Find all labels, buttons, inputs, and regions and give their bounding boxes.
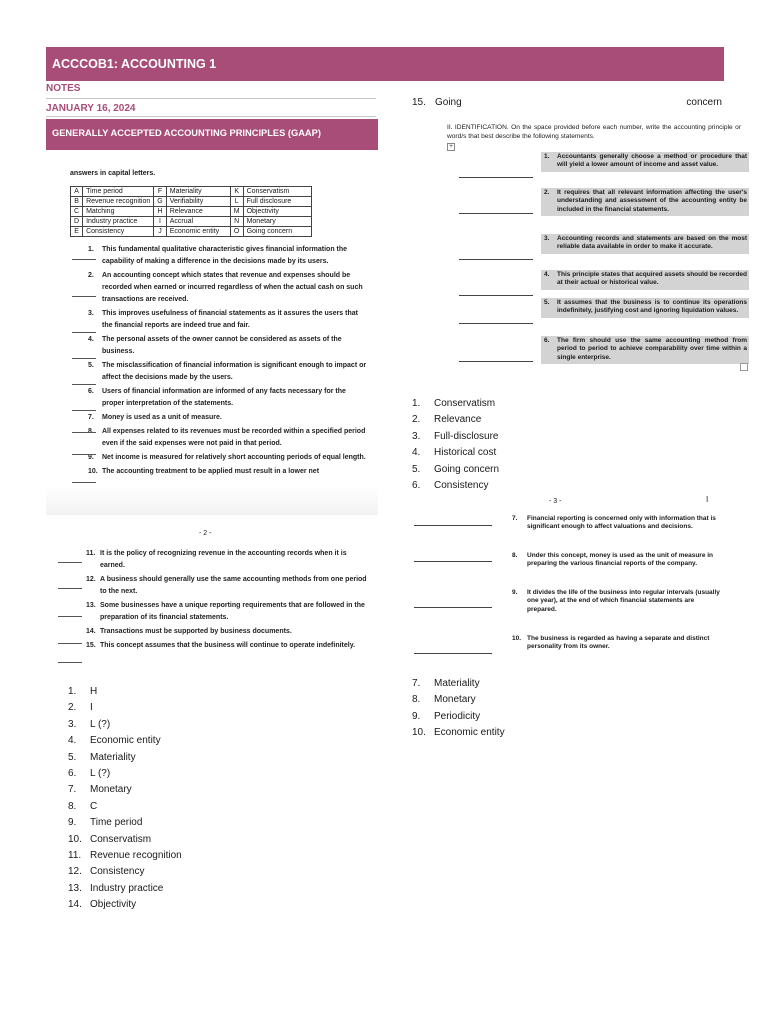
question-item (88, 386, 368, 410)
identification-scan (447, 118, 747, 373)
legend-term: Conservatism (243, 187, 311, 197)
legend-term: Going concern (243, 227, 311, 237)
legend-term: Accrual (166, 217, 230, 227)
legend-key: F (154, 187, 166, 197)
answer-item (412, 709, 505, 725)
question-item (86, 600, 368, 624)
identification-item (459, 188, 747, 218)
question-item (88, 452, 368, 464)
question-text: Users of financial information are informed of any facts necessary for the proper interpretation of the statements. (102, 388, 346, 407)
worksheet-scan-page-2 (46, 545, 378, 680)
legend-key: C (71, 207, 83, 217)
answer-number: 4. (68, 735, 77, 747)
answer-text: Industry practice (90, 882, 164, 894)
answer-list (412, 396, 499, 494)
answer-text: H (90, 686, 98, 697)
legend-key: D (71, 217, 83, 227)
legend-term: Industry practice (83, 217, 154, 227)
answer-text: I (90, 702, 93, 714)
identification-item (459, 152, 747, 182)
worksheet-instruction: answers in capital letters. (70, 170, 156, 177)
identification-number: 1. (544, 153, 550, 160)
section-heading-text: GENERALLY ACCEPTED ACCOUNTING PRINCIPLES (GAAP) (52, 128, 321, 138)
course-title: ACCCOB1: ACCOUNTING 1 (52, 57, 217, 71)
answer-text: L (?) (90, 768, 111, 780)
identification-number: 10. (512, 635, 522, 642)
question-number: 8. (88, 428, 94, 435)
identification-statement (541, 234, 749, 254)
answer-item (412, 676, 505, 692)
identification-statement (512, 552, 724, 569)
answer-number: 4. (412, 447, 421, 459)
question-list (88, 244, 368, 480)
answer-number: 1. (412, 398, 421, 409)
answer-item (412, 462, 499, 478)
answer-number: 5. (68, 751, 77, 763)
identification-text: Accountants generally choose a method or procedure that will yield a lower amount of income and asset value. (557, 153, 747, 169)
question-item (86, 574, 368, 598)
answer-item (68, 832, 182, 848)
answer-item (68, 700, 182, 716)
answer-text: Materiality (434, 678, 480, 689)
notes-label: NOTES (46, 83, 81, 94)
answer-text: Time period (90, 817, 143, 829)
identification-number: 7. (512, 515, 518, 522)
question-text: The misclassification of financial information is significant enough to impact or affect the decisions made by the users. (102, 362, 367, 381)
answer-number: 6. (412, 480, 421, 492)
identification-number: 9. (512, 589, 518, 596)
answer-blank (459, 177, 533, 178)
answer-number: 2. (68, 702, 77, 714)
question-number: 13. (86, 602, 96, 609)
answer-number: 8. (412, 694, 421, 706)
question-item (88, 360, 368, 384)
question-item (88, 426, 368, 450)
answer-number: 6. (68, 768, 77, 780)
identification-number: 4. (544, 271, 550, 278)
answer-item (68, 782, 182, 798)
identification-text: Accounting records and statements are based on the most reliable data available in order to make it accurate. (557, 235, 747, 251)
answer-item (412, 692, 505, 708)
question-text: It is the policy of recognizing revenue in the accounting records when it is earned. (100, 550, 347, 569)
answer-number: 11. (68, 850, 82, 862)
question-text: All expenses related to its revenues must be recorded within a specified period even if the said expenses were not paid in that period. (102, 428, 366, 447)
legend-key: O (230, 227, 243, 237)
question-text: This improves usefulness of financial statements as it assures the users that the financial reports are indeed true and fair. (102, 310, 358, 329)
question-item (88, 244, 368, 268)
question-text: Transactions must be supported by business documents. (100, 628, 292, 635)
question-item (88, 334, 368, 358)
answer-blank (72, 482, 96, 483)
question-number: 6. (88, 388, 94, 395)
answer-item (412, 412, 499, 428)
question-text: This fundamental qualitative characteristic gives financial information the capability of making a difference in the decisions made by its users. (102, 246, 348, 265)
legend-row (71, 207, 312, 217)
question-text: This concept assumes that the business will continue to operate indefinitely. (100, 642, 356, 649)
identification-statement (512, 515, 724, 532)
answer-number: 12. (68, 866, 82, 878)
text-cursor-icon: I (706, 495, 709, 504)
answer-item (68, 684, 182, 700)
question-number: 4. (88, 336, 94, 343)
identification-text: The business is regarded as having a separate and distinct personality from its owner. (527, 635, 710, 651)
legend-key: E (71, 227, 83, 237)
answer-number: 14. (68, 899, 82, 911)
section-heading (46, 119, 378, 150)
page-number: - 2 - (199, 530, 212, 537)
answer-text: Objectivity (90, 899, 137, 911)
identification-number: 3. (544, 235, 550, 242)
answer-blank (72, 332, 96, 333)
answer-text: Relevance (434, 414, 482, 426)
answer-number: 2. (412, 414, 421, 426)
legend-key: L (230, 197, 243, 207)
resize-handle-icon[interactable] (740, 363, 748, 371)
answer-number: 9. (68, 817, 77, 829)
legend-key: I (154, 217, 166, 227)
question-text: Some businesses have a unique reporting requirements that are followed in the preparation of its financial statements. (100, 602, 365, 621)
legend-key: A (71, 187, 83, 197)
answer-text: Full-disclosure (434, 430, 499, 442)
answer-item (68, 848, 182, 864)
identification-statement (512, 635, 724, 652)
question-number: 12. (86, 576, 96, 583)
answer-text: Consistency (90, 866, 145, 878)
question-item (88, 412, 368, 424)
answer-blank (414, 561, 492, 562)
legend-term: Materiality (166, 187, 230, 197)
answer-text: Conservatism (90, 833, 152, 845)
divider (46, 98, 376, 99)
identification-statement (512, 589, 724, 614)
question-text: A business should generally use the same accounting methods from one period to the next. (100, 576, 367, 595)
answer-text: Monetary (90, 784, 132, 796)
question-number: 1. (88, 246, 94, 253)
answer-list (68, 684, 182, 914)
identification-text: The firm should use the same accounting method from period to period to achieve comparability over time within a single enterprise. (557, 337, 747, 361)
identification-text: It requires that all relevant information affecting the user's understanding and assessment of the accounting entity be included in the financial statements. (557, 189, 747, 213)
answer-text: Economic entity (434, 727, 505, 739)
question-item (86, 640, 368, 652)
worksheet-scan-page-1 (46, 160, 378, 515)
answer-blank (459, 295, 533, 296)
answer-text: Revenue recognition (90, 850, 182, 862)
question-item (86, 626, 368, 638)
answer-text: Going concern (434, 463, 500, 475)
answer-number: 9. (412, 710, 421, 722)
identification-text: Financial reporting is concerned only with information that is significant enough to affect valuations and decisions. (527, 515, 716, 531)
answer-number: 3. (68, 718, 77, 730)
answer-number: 13. (68, 882, 82, 894)
identification-statement (541, 336, 749, 364)
question-item (88, 466, 368, 478)
answer-number: 8. (68, 800, 77, 812)
answer-item (68, 717, 182, 733)
legend-row (71, 217, 312, 227)
answer-word: concern (686, 97, 722, 108)
answer-number: 3. (412, 430, 421, 442)
answer-text: Consistency (434, 480, 489, 492)
answer-blank (58, 616, 82, 617)
answer-item (68, 799, 182, 815)
answer-blank (72, 432, 96, 433)
legend-row (71, 187, 312, 197)
answer-text: Materiality (90, 751, 136, 763)
legend-key: K (230, 187, 243, 197)
legend-term: Verifiability (166, 197, 230, 207)
legend-table (70, 186, 312, 237)
answer-blank (58, 643, 82, 644)
answer-text: Conservatism (434, 398, 496, 409)
worksheet-scan-page-3 (412, 495, 724, 670)
answer-text: Economic entity (90, 735, 161, 747)
identification-text: It assumes that the business is to continue its operations indefinitely, justifying cost and ignoring liquidation values. (557, 299, 747, 315)
legend-term: Consistency (83, 227, 154, 237)
question-number: 10. (88, 468, 98, 475)
answer-text: Monetary (434, 694, 476, 706)
question-number: 3. (88, 310, 94, 317)
question-text: Net income is measured for relatively short accounting periods of equal length. (102, 454, 366, 461)
answer-blank (72, 358, 96, 359)
answer-blank (414, 525, 492, 526)
page-number: - 3 - (549, 498, 562, 505)
answer-blank (58, 662, 82, 663)
identification-number: 8. (512, 552, 518, 559)
identification-statement (541, 298, 749, 318)
legend-term: Matching (83, 207, 154, 217)
answer-blank (72, 384, 96, 385)
legend-key: H (154, 207, 166, 217)
question-number: 11. (86, 550, 96, 557)
legend-term: Monetary (243, 217, 311, 227)
question-number: 5. (88, 362, 94, 369)
answer-blank (72, 454, 96, 455)
identification-number: 5. (544, 299, 550, 306)
answer-number: 7. (68, 784, 77, 796)
question-number: 9. (88, 454, 94, 461)
answer-number: 5. (412, 463, 421, 475)
date-label: JANUARY 16, 2024 (46, 103, 136, 114)
answer-item (412, 396, 499, 412)
answer-text: Periodicity (434, 710, 481, 722)
divider (46, 116, 376, 117)
identification-item (459, 234, 747, 264)
identification-number: 6. (544, 337, 550, 344)
legend-term: Full disclosure (243, 197, 311, 207)
legend-term: Economic entity (166, 227, 230, 237)
answer-word: Going (435, 97, 462, 108)
question-number: 15. (86, 642, 96, 649)
answer-list (412, 676, 505, 742)
answer-item (412, 445, 499, 461)
question-item (86, 548, 368, 572)
identification-item (459, 336, 747, 366)
answer-blank (459, 361, 533, 362)
legend-term: Relevance (166, 207, 230, 217)
legend-key: J (154, 227, 166, 237)
answer-number: 10. (68, 833, 82, 845)
answer-blank (459, 213, 533, 214)
answer-blank (414, 607, 492, 608)
answer-item (412, 478, 499, 494)
legend-term: Time period (83, 187, 154, 197)
question-item (88, 308, 368, 332)
identification-statement (541, 152, 749, 172)
identification-item (459, 270, 747, 300)
identification-item (459, 298, 747, 328)
answer-blank (72, 296, 96, 297)
identification-text: Under this concept, money is used as the unit of measure in preparing the various financial reports of the company. (527, 552, 714, 568)
legend-row (71, 197, 312, 207)
answer-number: 7. (412, 678, 421, 689)
identification-statement (541, 270, 749, 290)
question-number: 7. (88, 414, 94, 421)
move-handle-icon[interactable]: + (448, 143, 454, 150)
identification-text: It divides the life of the business into regular intervals (usually one year), at the end of which financial statements are prepared. (527, 589, 720, 613)
course-title-bar (46, 47, 724, 81)
answer-blank (72, 410, 96, 411)
answer-item (68, 815, 182, 831)
answer-item (412, 725, 505, 741)
question-text: The personal assets of the owner cannot be considered as assets of the business. (102, 336, 342, 355)
legend-term: Revenue recognition (83, 197, 154, 207)
identification-statement (541, 188, 749, 216)
question-number: 14. (86, 628, 96, 635)
legend-key: M (230, 207, 243, 217)
answer-item (68, 897, 182, 913)
answer-item (68, 733, 182, 749)
identification-text: This principle states that acquired assets should be recorded at their actual or historical value. (557, 271, 747, 287)
answer-item (412, 429, 499, 445)
answer-blank (58, 562, 82, 563)
answer-blank (414, 653, 492, 654)
answer-blank (459, 259, 533, 260)
answer-number: 15. (412, 97, 426, 108)
legend-row (71, 227, 312, 237)
answer-number: 1. (68, 686, 77, 697)
question-number: 2. (88, 272, 94, 279)
legend-term: Objectivity (243, 207, 311, 217)
question-item (88, 270, 368, 306)
question-text: An accounting concept which states that revenue and expenses should be recorded when earned or incurred regardless of when the actual cash on such transactions are received. (102, 272, 363, 303)
answer-text: C (90, 800, 98, 812)
legend-key: N (230, 217, 243, 227)
question-text: Money is used as a unit of measure. (102, 414, 222, 421)
answer-item (68, 750, 182, 766)
answer-blank (72, 259, 96, 260)
question-list (86, 548, 368, 654)
answer-text: L (?) (90, 718, 111, 730)
answer-number: 10. (412, 727, 426, 739)
question-text: The accounting treatment to be applied must result in a lower net (102, 468, 320, 475)
answer-item (68, 766, 182, 782)
answer-blank (58, 588, 82, 589)
answer-text: Historical cost (434, 447, 497, 459)
legend-key: B (71, 197, 83, 207)
answer-item (68, 864, 182, 880)
identification-number: 2. (544, 189, 550, 196)
answer-item (68, 881, 182, 897)
legend-key: G (154, 197, 166, 207)
identification-instruction: II. IDENTIFICATION. On the space provided before each number, write the accounting principle or word/s that best describe the following statements. (447, 124, 741, 140)
answer-blank (459, 323, 533, 324)
